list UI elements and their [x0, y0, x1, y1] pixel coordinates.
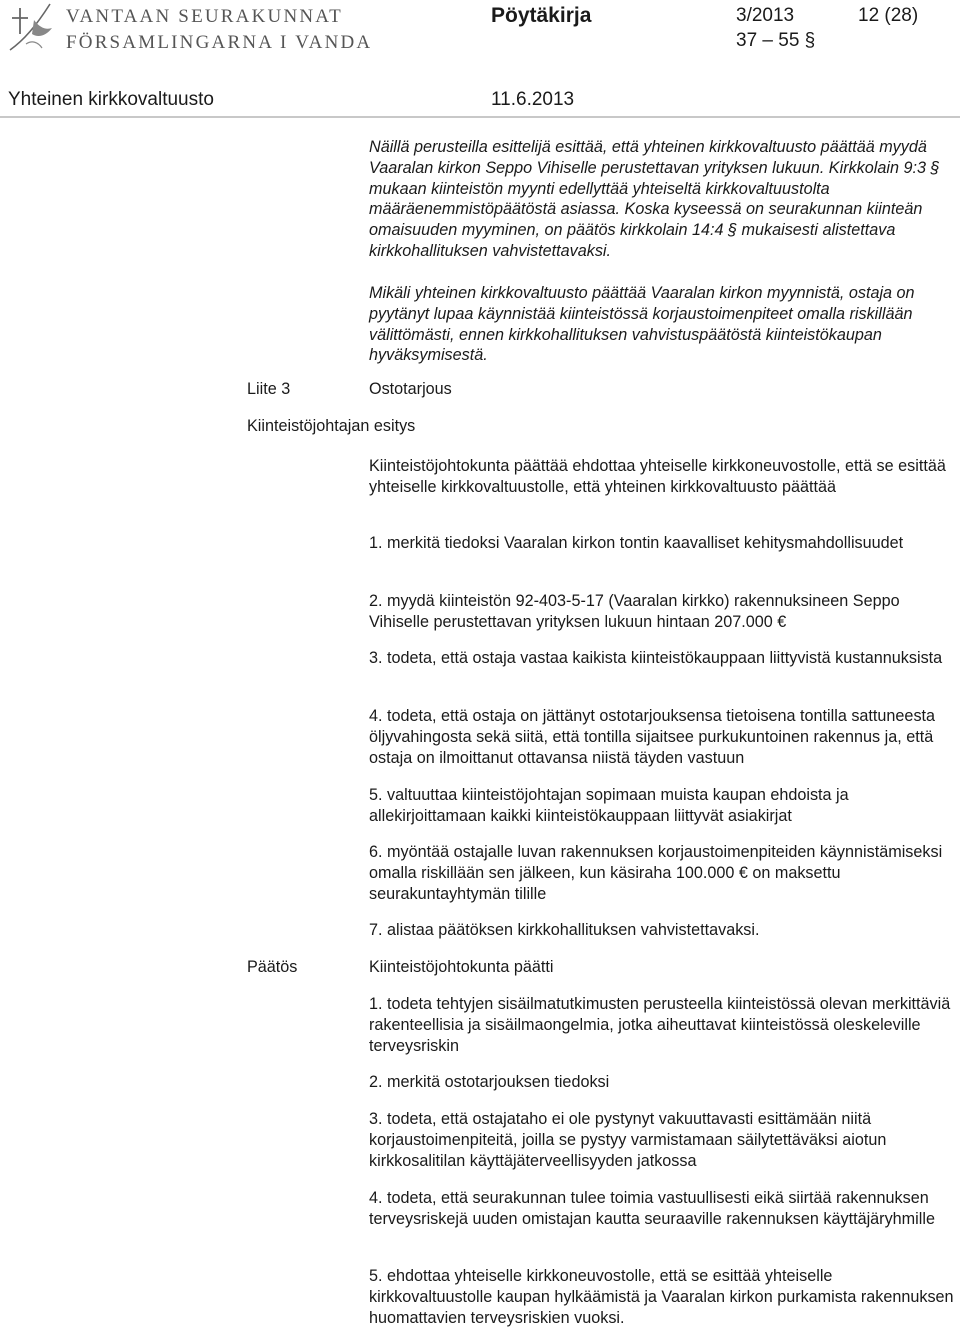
proposal-item: 2. myydä kiinteistön 92-403-5-17 (Vaaralan kirkko) rakennuksineen Seppo Vihiselle perustettavan yrityksen lukuun hintaan 207.000 €	[369, 592, 900, 631]
decision-item: 1. todeta tehtyjen sisäilmatutkimusten perusteella kiinteistössä olevan merkittäviä rakenteellisia ja sisäilmaongelmia, jotka aiheuttavat kiinteistössä oleskeleville terveysriskin	[369, 995, 951, 1055]
intro-paragraph: Näillä perusteilla esittelijä esittää, että yhteinen kirkkovaltuusto päättää myydä Vaaralan kirkon Seppo Vihiselle perustettavan yrityksen lukuun. Kirkkolain 9:3 § mukaan kiinteistön myynti edellyttää yhteiseltä kirkkovaltuustolta määräenemmistöpäätöstä asiassa. Koska kyseessä on seurakunnan kiinteän omaisuuden myyminen, on päätös kirkkolain 14:4 § mukaisesti alistettava kirkkohallituksen vahvistettavaksi.	[369, 138, 940, 260]
document-number: 3/2013	[736, 5, 795, 26]
proposal-item: 4. todeta, että ostaja on jättänyt ostotarjouksensa tietoisena tontilla sattuneesta öljyvahingosta sekä siitä, että tontilla sijaitsee purkukuntoinen rakennus ja, että ostaja on ilmoittanut ottavansa niistä täyden vastuun	[369, 707, 936, 767]
proposal-item: 1. merkitä tiedoksi Vaaralan kirkon tontin kaavalliset kehitysmahdollisuudet	[369, 534, 904, 552]
proposal-item: 5. valtuuttaa kiinteistöjohtajan sopimaan muista kaupan ehdoista ja allekirjoittamaan kaikki kiinteistökauppaan liittyvät asiakirjat	[369, 786, 849, 825]
seal-logo	[6, 0, 56, 52]
proposal-label: Kiinteistöjohtajan esitys	[247, 417, 416, 435]
document-type: Pöytäkirja	[491, 4, 592, 27]
proposal-item: 3. todeta, että ostaja vastaa kaikista kiinteistökauppaan liittyvistä kustannuksista	[369, 649, 943, 667]
org-name-swedish: FÖRSAMLINGARNA I VANDA	[66, 32, 373, 53]
section-range: 37 – 55 §	[736, 30, 816, 51]
proposal-item: 6. myöntää ostajalle luvan rakennuksen korjaustoimenpiteiden käynnistämiseksi omalla riskillään sen jälkeen, kun käsiraha 100.000 € on maksettu seurakuntayhtymän tilille	[369, 843, 943, 903]
attachment-label: Liite 3	[247, 380, 291, 398]
header-divider	[0, 116, 960, 118]
attachment-title: Ostotarjous	[369, 380, 452, 398]
proposal-item: 7. alistaa päätöksen kirkkohallituksen vahvistettavaksi.	[369, 921, 760, 939]
page-number: 12 (28)	[858, 5, 919, 26]
meeting-date: 11.6.2013	[491, 89, 575, 110]
decision-item: 3. todeta, että ostajataho ei ole pystynyt vakuuttavasti esittämään niitä korjaustoimenpiteitä, joilla se pystyy varmistamaan säilytettäväksi aiotun kirkkosalitilan käyttäjäterveellisyyden jatkossa	[369, 1110, 887, 1170]
decision-item: 2. merkitä ostotarjouksen tiedoksi	[369, 1073, 610, 1091]
org-name-finnish: VANTAAN SEURAKUNNAT	[66, 6, 343, 27]
decision-label: Päätös	[247, 958, 298, 976]
decision-item: 4. todeta, että seurakunnan tulee toimia vastuullisesti eikä siirtää rakennuksen terveysriskejä uuden omistajan kautta seuraaville rakennuksen käyttäjäryhmille	[369, 1189, 935, 1228]
decision-intro: Kiinteistöjohtokunta päätti	[369, 958, 554, 976]
decision-item: 5. ehdottaa yhteiselle kirkkoneuvostolle, että se esittää yhteiselle kirkkovaltuustolle kaupan hylkäämistä ja Vaaralan kirkon purkamista rakennuksen huomattavien terveysriskien vuoksi.	[369, 1267, 954, 1327]
governing-body: Yhteinen kirkkovaltuusto	[8, 89, 214, 110]
proposal-intro: Kiinteistöjohtokunta päättää ehdottaa yhteiselle kirkkoneuvostolle, että se esittää yhteiselle kirkkovaltuustolle, että yhteinen kirkkovaltuusto päättää	[369, 457, 946, 496]
condition-paragraph: Mikäli yhteinen kirkkovaltuusto päättää Vaaralan kirkon myynnistä, ostaja on pyytänyt lupaa käynnistää kiinteistössä korjaustoimenpiteet omalla riskillään välittömästi, ennen kirkkohallituksen vahvistuspäätöstä kiinteistökaupan hyväksymisestä.	[369, 284, 915, 365]
